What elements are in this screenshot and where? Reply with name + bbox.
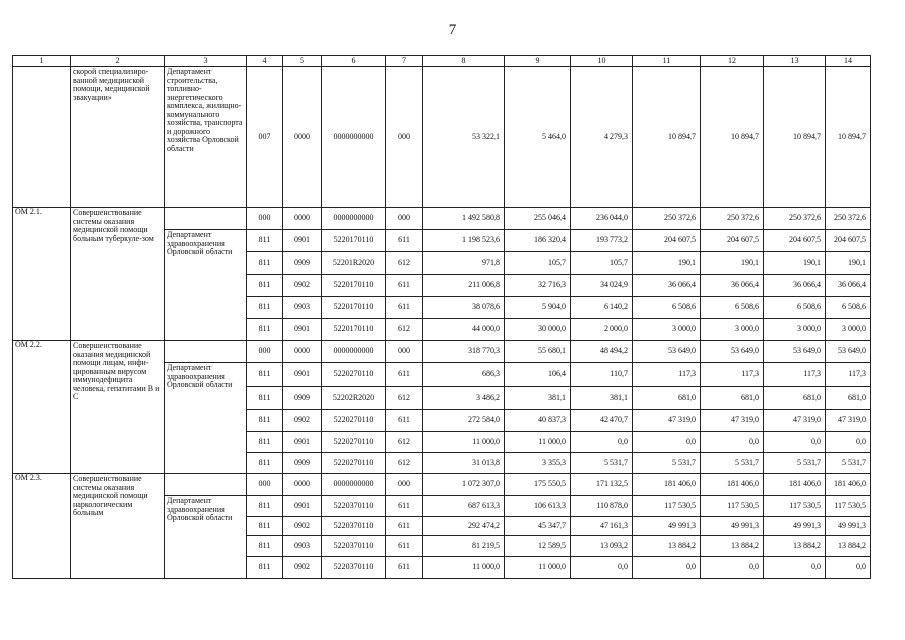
amount-cell: 3 000,0 (764, 319, 826, 341)
amount-cell: 5 531,7 (826, 453, 871, 474)
amount-cell: 190,1 (701, 252, 764, 275)
kbk-target-cell: 5220370110 (322, 517, 386, 536)
measure-description-cell: скорой специализиро-ванной медицинской помощи, медицинской эвакуации» (71, 67, 165, 208)
amount-cell: 186 320,4 (505, 230, 571, 252)
amount-cell: 0,0 (633, 557, 701, 579)
amount-cell: 49 991,3 (633, 517, 701, 536)
column-number-cell: 5 (283, 56, 322, 67)
measure-id-cell: ОМ 2.2. (13, 341, 71, 474)
budget-table (12, 55, 871, 579)
amount-cell: 204 607,5 (826, 230, 871, 252)
amount-cell: 34 024,9 (571, 275, 633, 297)
amount-cell: 32 716,3 (505, 275, 571, 297)
amount-cell: 1 072 307,0 (423, 474, 505, 496)
kbk-section-cell: 0901 (283, 319, 322, 341)
amount-cell: 117,3 (701, 363, 764, 387)
kbk-grbs-cell: 000 (247, 341, 283, 363)
amount-cell: 681,0 (826, 387, 871, 410)
amount-cell: 1 492 580,8 (423, 208, 505, 230)
amount-cell: 250 372,6 (633, 208, 701, 230)
kbk-expense-type-cell: 000 (386, 67, 423, 208)
amount-cell: 11 000,0 (423, 557, 505, 579)
kbk-expense-type-cell: 611 (386, 230, 423, 252)
amount-cell: 3 000,0 (826, 319, 871, 341)
amount-cell: 971,8 (423, 252, 505, 275)
kbk-expense-type-cell: 000 (386, 208, 423, 230)
amount-cell: 36 066,4 (633, 275, 701, 297)
amount-cell: 5 531,7 (571, 453, 633, 474)
column-number-cell: 6 (322, 56, 386, 67)
amount-cell: 117 530,5 (764, 496, 826, 517)
amount-cell: 11 000,0 (505, 557, 571, 579)
kbk-grbs-cell: 811 (247, 297, 283, 319)
kbk-section-cell: 0909 (283, 387, 322, 410)
amount-cell: 292 474,2 (423, 517, 505, 536)
amount-cell: 49 991,3 (826, 517, 871, 536)
kbk-target-cell: 0000000000 (322, 474, 386, 496)
amount-cell: 190,1 (633, 252, 701, 275)
amount-cell: 36 066,4 (764, 275, 826, 297)
amount-cell: 681,0 (764, 387, 826, 410)
kbk-expense-type-cell: 612 (386, 453, 423, 474)
column-number-cell: 2 (71, 56, 165, 67)
department-cell: Департамент здравоохранения Орловской области (165, 363, 247, 474)
amount-cell: 3 486,2 (423, 387, 505, 410)
kbk-expense-type-cell: 000 (386, 341, 423, 363)
amount-cell: 681,0 (701, 387, 764, 410)
amount-cell: 6 140,2 (571, 297, 633, 319)
amount-cell: 47 319,0 (764, 410, 826, 432)
kbk-section-cell: 0902 (283, 517, 322, 536)
amount-cell: 0,0 (826, 557, 871, 579)
amount-cell: 117,3 (764, 363, 826, 387)
table-row (13, 67, 871, 208)
amount-cell: 44 000,0 (423, 319, 505, 341)
kbk-section-cell: 0902 (283, 275, 322, 297)
amount-cell: 11 000,0 (423, 432, 505, 453)
kbk-expense-type-cell: 611 (386, 297, 423, 319)
amount-cell: 181 406,0 (764, 474, 826, 496)
column-number-cell: 1 (13, 56, 71, 67)
kbk-section-cell: 0909 (283, 252, 322, 275)
kbk-section-cell: 0000 (283, 67, 322, 208)
kbk-grbs-cell: 811 (247, 536, 283, 557)
amount-cell: 47 319,0 (701, 410, 764, 432)
kbk-section-cell: 0901 (283, 363, 322, 387)
kbk-section-cell: 0000 (283, 474, 322, 496)
amount-cell: 171 132,5 (571, 474, 633, 496)
column-number-cell: 13 (764, 56, 826, 67)
table-row-total (13, 474, 871, 496)
amount-cell: 0,0 (764, 557, 826, 579)
department-cell-empty (165, 341, 247, 363)
amount-cell: 181 406,0 (826, 474, 871, 496)
kbk-target-cell: 5220370110 (322, 557, 386, 579)
amount-cell: 5 531,7 (701, 453, 764, 474)
kbk-expense-type-cell: 612 (386, 319, 423, 341)
amount-cell: 45 347,7 (505, 517, 571, 536)
kbk-grbs-cell: 811 (247, 410, 283, 432)
amount-cell: 40 837,3 (505, 410, 571, 432)
amount-cell: 36 066,4 (826, 275, 871, 297)
amount-cell: 0,0 (701, 557, 764, 579)
amount-cell: 13 884,2 (764, 536, 826, 557)
kbk-target-cell: 5220170110 (322, 297, 386, 319)
amount-cell: 318 770,3 (423, 341, 505, 363)
amount-cell: 6 508,6 (701, 297, 764, 319)
amount-cell: 1 198 523,6 (423, 230, 505, 252)
amount-cell: 687 613,3 (423, 496, 505, 517)
amount-cell: 117 530,5 (826, 496, 871, 517)
kbk-target-cell: 5220270110 (322, 453, 386, 474)
measure-description-cell: Совершенствование оказания медицинской помощи лицам, инфи-цированным вирусом иммунодефицита человека, гепатитами В и С (71, 341, 165, 474)
amount-cell: 5 464,0 (505, 67, 571, 208)
column-number-cell: 8 (423, 56, 505, 67)
amount-cell: 3 000,0 (633, 319, 701, 341)
kbk-grbs-cell: 811 (247, 517, 283, 536)
amount-cell: 181 406,0 (701, 474, 764, 496)
amount-cell: 204 607,5 (633, 230, 701, 252)
kbk-target-cell: 0000000000 (322, 67, 386, 208)
column-number-cell: 12 (701, 56, 764, 67)
kbk-expense-type-cell: 611 (386, 410, 423, 432)
column-number-cell: 3 (165, 56, 247, 67)
kbk-expense-type-cell: 611 (386, 275, 423, 297)
column-number-cell: 14 (826, 56, 871, 67)
measure-id-cell: ОМ 2.1. (13, 208, 71, 341)
kbk-target-cell: 0000000000 (322, 208, 386, 230)
amount-cell: 3 355,3 (505, 453, 571, 474)
kbk-target-cell: 0000000000 (322, 341, 386, 363)
amount-cell: 42 470,7 (571, 410, 633, 432)
amount-cell: 10 894,7 (826, 67, 871, 208)
amount-cell: 381,1 (505, 387, 571, 410)
amount-cell: 11 000,0 (505, 432, 571, 453)
amount-cell: 255 046,4 (505, 208, 571, 230)
measure-id-cell (13, 67, 71, 208)
kbk-expense-type-cell: 611 (386, 496, 423, 517)
amount-cell: 190,1 (826, 252, 871, 275)
kbk-grbs-cell: 811 (247, 252, 283, 275)
amount-cell: 38 078,6 (423, 297, 505, 319)
amount-cell: 0,0 (701, 432, 764, 453)
amount-cell: 6 508,6 (633, 297, 701, 319)
amount-cell: 106 613,3 (505, 496, 571, 517)
kbk-grbs-cell: 811 (247, 319, 283, 341)
kbk-expense-type-cell: 612 (386, 387, 423, 410)
amount-cell: 49 991,3 (764, 517, 826, 536)
amount-cell: 0,0 (633, 432, 701, 453)
amount-cell: 250 372,6 (764, 208, 826, 230)
amount-cell: 106,4 (505, 363, 571, 387)
amount-cell: 193 773,2 (571, 230, 633, 252)
amount-cell: 0,0 (571, 432, 633, 453)
amount-cell: 48 494,2 (571, 341, 633, 363)
amount-cell: 10 894,7 (701, 67, 764, 208)
amount-cell: 47 319,0 (826, 410, 871, 432)
kbk-target-cell: 52201R2020 (322, 252, 386, 275)
measure-description-cell: Совершенствование системы оказания медицинской помощи наркологическим больным (71, 474, 165, 579)
amount-cell: 2 000,0 (571, 319, 633, 341)
column-number-cell: 7 (386, 56, 423, 67)
amount-cell: 0,0 (764, 432, 826, 453)
kbk-expense-type-cell: 000 (386, 474, 423, 496)
kbk-target-cell: 5220370110 (322, 536, 386, 557)
kbk-expense-type-cell: 611 (386, 536, 423, 557)
amount-cell: 55 680,1 (505, 341, 571, 363)
kbk-section-cell: 0901 (283, 496, 322, 517)
kbk-expense-type-cell: 611 (386, 557, 423, 579)
amount-cell: 31 013,8 (423, 453, 505, 474)
amount-cell: 117,3 (826, 363, 871, 387)
amount-cell: 110 878,0 (571, 496, 633, 517)
amount-cell: 211 006,8 (423, 275, 505, 297)
department-cell-empty (165, 208, 247, 230)
kbk-grbs-cell: 811 (247, 363, 283, 387)
amount-cell: 81 219,5 (423, 536, 505, 557)
kbk-grbs-cell: 811 (247, 557, 283, 579)
kbk-grbs-cell: 811 (247, 496, 283, 517)
amount-cell: 0,0 (826, 432, 871, 453)
kbk-grbs-cell: 811 (247, 230, 283, 252)
kbk-section-cell: 0901 (283, 432, 322, 453)
kbk-expense-type-cell: 612 (386, 252, 423, 275)
amount-cell: 10 894,7 (633, 67, 701, 208)
amount-cell: 105,7 (505, 252, 571, 275)
column-number-cell: 11 (633, 56, 701, 67)
kbk-section-cell: 0000 (283, 341, 322, 363)
kbk-section-cell: 0902 (283, 557, 322, 579)
amount-cell: 13 093,2 (571, 536, 633, 557)
kbk-expense-type-cell: 612 (386, 432, 423, 453)
amount-cell: 6 508,6 (764, 297, 826, 319)
table-row-total (13, 341, 871, 363)
amount-cell: 110,7 (571, 363, 633, 387)
kbk-grbs-cell: 811 (247, 387, 283, 410)
kbk-target-cell: 52202R2020 (322, 387, 386, 410)
kbk-target-cell: 5220270110 (322, 363, 386, 387)
amount-cell: 381,1 (571, 387, 633, 410)
amount-cell: 4 279,3 (571, 67, 633, 208)
amount-cell: 175 550,5 (505, 474, 571, 496)
amount-cell: 6 508,6 (826, 297, 871, 319)
kbk-target-cell: 5220270110 (322, 432, 386, 453)
amount-cell: 105,7 (571, 252, 633, 275)
amount-cell: 36 066,4 (701, 275, 764, 297)
amount-cell: 49 991,3 (701, 517, 764, 536)
kbk-grbs-cell: 811 (247, 275, 283, 297)
amount-cell: 681,0 (633, 387, 701, 410)
kbk-section-cell: 0909 (283, 453, 322, 474)
measure-id-cell: ОМ 2.3. (13, 474, 71, 579)
amount-cell: 0,0 (571, 557, 633, 579)
kbk-grbs-cell: 000 (247, 474, 283, 496)
amount-cell: 181 406,0 (633, 474, 701, 496)
amount-cell: 10 894,7 (764, 67, 826, 208)
column-number-cell: 9 (505, 56, 571, 67)
amount-cell: 30 000,0 (505, 319, 571, 341)
amount-cell: 47 319,0 (633, 410, 701, 432)
kbk-section-cell: 0901 (283, 230, 322, 252)
amount-cell: 13 884,2 (633, 536, 701, 557)
column-number-row (13, 56, 871, 67)
amount-cell: 13 884,2 (826, 536, 871, 557)
kbk-target-cell: 5220170110 (322, 275, 386, 297)
amount-cell: 204 607,5 (701, 230, 764, 252)
amount-cell: 236 044,0 (571, 208, 633, 230)
amount-cell: 53 322,1 (423, 67, 505, 208)
amount-cell: 250 372,6 (701, 208, 764, 230)
amount-cell: 47 161,3 (571, 517, 633, 536)
amount-cell: 5 904,0 (505, 297, 571, 319)
department-cell: Департамент строительства, топливно-энергетического комплекса, жилищно-коммунального хозяйства, транспорта и дорожного хозяйства Орловской области (165, 67, 247, 208)
amount-cell: 5 531,7 (633, 453, 701, 474)
department-cell-empty (165, 474, 247, 496)
amount-cell: 53 649,0 (701, 341, 764, 363)
table-row-total (13, 208, 871, 230)
amount-cell: 12 589,5 (505, 536, 571, 557)
department-cell: Департамент здравоохранения Орловской области (165, 496, 247, 579)
amount-cell: 190,1 (764, 252, 826, 275)
kbk-target-cell: 5220170110 (322, 319, 386, 341)
amount-cell: 117 530,5 (633, 496, 701, 517)
department-cell: Департамент здравоохранения Орловской области (165, 230, 247, 341)
amount-cell: 53 649,0 (826, 341, 871, 363)
kbk-section-cell: 0903 (283, 536, 322, 557)
amount-cell: 3 000,0 (701, 319, 764, 341)
amount-cell: 53 649,0 (633, 341, 701, 363)
kbk-grbs-cell: 007 (247, 67, 283, 208)
kbk-grbs-cell: 811 (247, 432, 283, 453)
column-number-cell: 4 (247, 56, 283, 67)
amount-cell: 117,3 (633, 363, 701, 387)
kbk-target-cell: 5220370110 (322, 496, 386, 517)
amount-cell: 686,3 (423, 363, 505, 387)
amount-cell: 5 531,7 (764, 453, 826, 474)
kbk-section-cell: 0902 (283, 410, 322, 432)
measure-description-cell: Совершенствование системы оказания медицинской помощи больным туберкуле-зом (71, 208, 165, 341)
kbk-section-cell: 0000 (283, 208, 322, 230)
kbk-section-cell: 0903 (283, 297, 322, 319)
amount-cell: 117 530,5 (701, 496, 764, 517)
page-number: 7 (448, 22, 457, 38)
kbk-target-cell: 5220170110 (322, 230, 386, 252)
kbk-grbs-cell: 000 (247, 208, 283, 230)
column-number-cell: 10 (571, 56, 633, 67)
kbk-expense-type-cell: 611 (386, 517, 423, 536)
amount-cell: 53 649,0 (764, 341, 826, 363)
amount-cell: 13 884,2 (701, 536, 764, 557)
amount-cell: 272 584,0 (423, 410, 505, 432)
amount-cell: 250 372,6 (826, 208, 871, 230)
kbk-expense-type-cell: 611 (386, 363, 423, 387)
kbk-target-cell: 5220270110 (322, 410, 386, 432)
kbk-grbs-cell: 811 (247, 453, 283, 474)
amount-cell: 204 607,5 (764, 230, 826, 252)
